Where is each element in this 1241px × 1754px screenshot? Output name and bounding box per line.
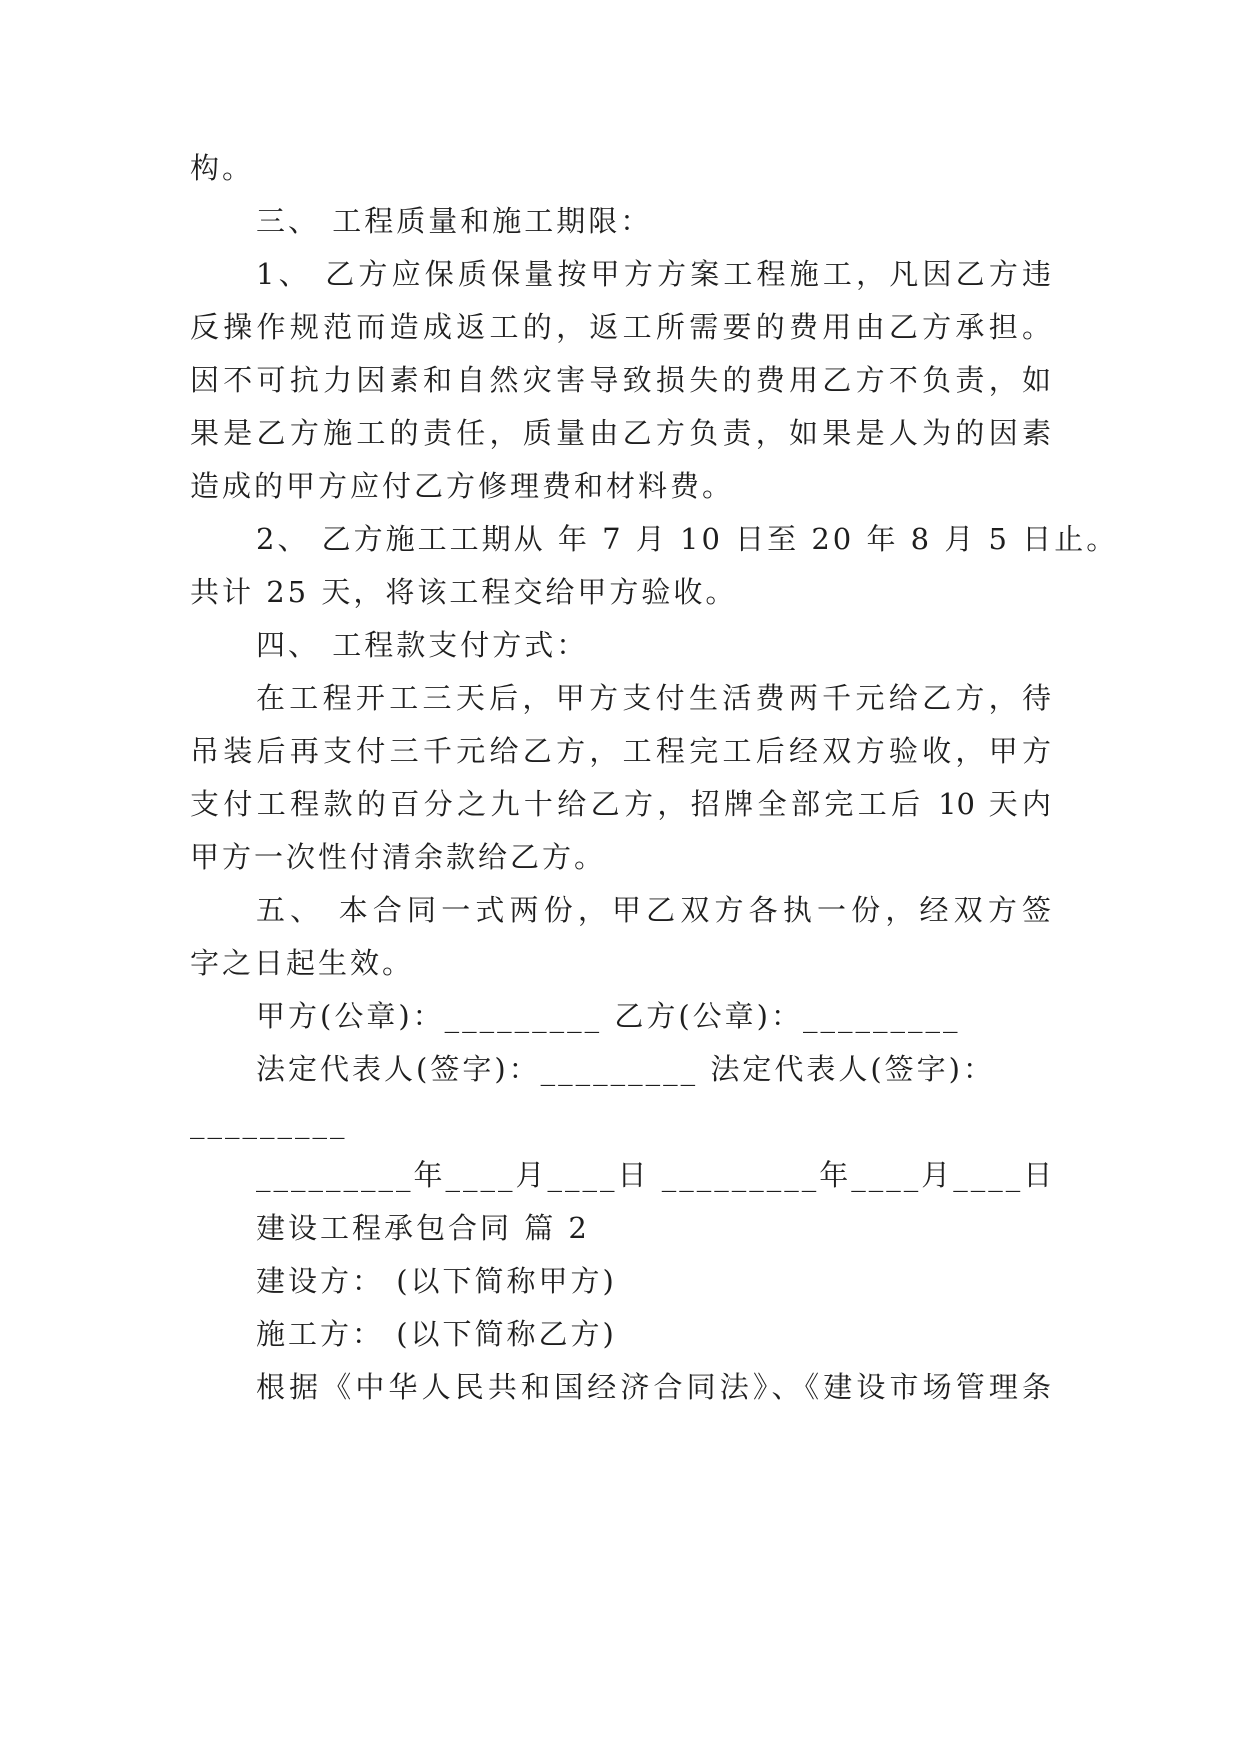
paragraph-line: 因不可抗力因素和自然灾害导致损失的费用乙方不负责，如 <box>190 363 1051 397</box>
paragraph-line: 2、 乙方施工工期从 年 7 月 10 日至 20 年 8 月 5 日止。 <box>256 522 1119 556</box>
legal-representative-line: 法定代表人(签字)：_________ 法定代表人(签字)： <box>256 1052 995 1086</box>
paragraph-line: 甲方一次性付清余款给乙方。 <box>190 840 607 874</box>
date-line: _________年____月____日 _________年____月____日 <box>256 1158 1056 1192</box>
section-heading-3: 三、 工程质量和施工期限： <box>256 204 653 238</box>
paragraph-line: 果是乙方施工的责任，质量由乙方负责，如果是人为的因素 <box>190 416 1051 450</box>
paragraph-line: 造成的甲方应付乙方修理费和材料费。 <box>190 469 735 503</box>
party-b-line: 施工方： (以下简称乙方) <box>256 1317 617 1351</box>
paragraph-line: 根据《中华人民共和国经济合同法》、《建设市场管理条 <box>256 1370 1051 1404</box>
paragraph-line: 共计 25 天，将该工程交给甲方验收。 <box>190 575 738 609</box>
paragraph-line: 在工程开工三天后，甲方支付生活费两千元给乙方，待 <box>256 681 1051 715</box>
paragraph-line: 1、 乙方应保质保量按甲方方案工程施工，凡因乙方违 <box>256 257 1051 291</box>
signature-seal-line: 甲方(公章)：_________ 乙方(公章)：_________ <box>256 999 961 1033</box>
signature-blank: _________ <box>190 1105 348 1139</box>
contract-title: 建设工程承包合同 篇 2 <box>256 1211 590 1245</box>
paragraph-line: 反操作规范而造成返工的，返工所需要的费用由乙方承担。 <box>190 310 1051 344</box>
paragraph-line: 字之日起生效。 <box>190 946 415 980</box>
section-heading-4: 四、 工程款支付方式： <box>256 628 589 662</box>
paragraph-line: 支付工程款的百分之九十给乙方，招牌全部完工后 10 天内 <box>190 787 1051 821</box>
party-a-line: 建设方： (以下简称甲方) <box>256 1264 617 1298</box>
paragraph-line: 吊装后再支付三千元给乙方，工程完工后经双方验收，甲方 <box>190 734 1051 768</box>
paragraph-line: 构。 <box>190 151 255 185</box>
section-heading-5: 五、 本合同一式两份，甲乙双方各执一份，经双方签 <box>256 893 1051 927</box>
